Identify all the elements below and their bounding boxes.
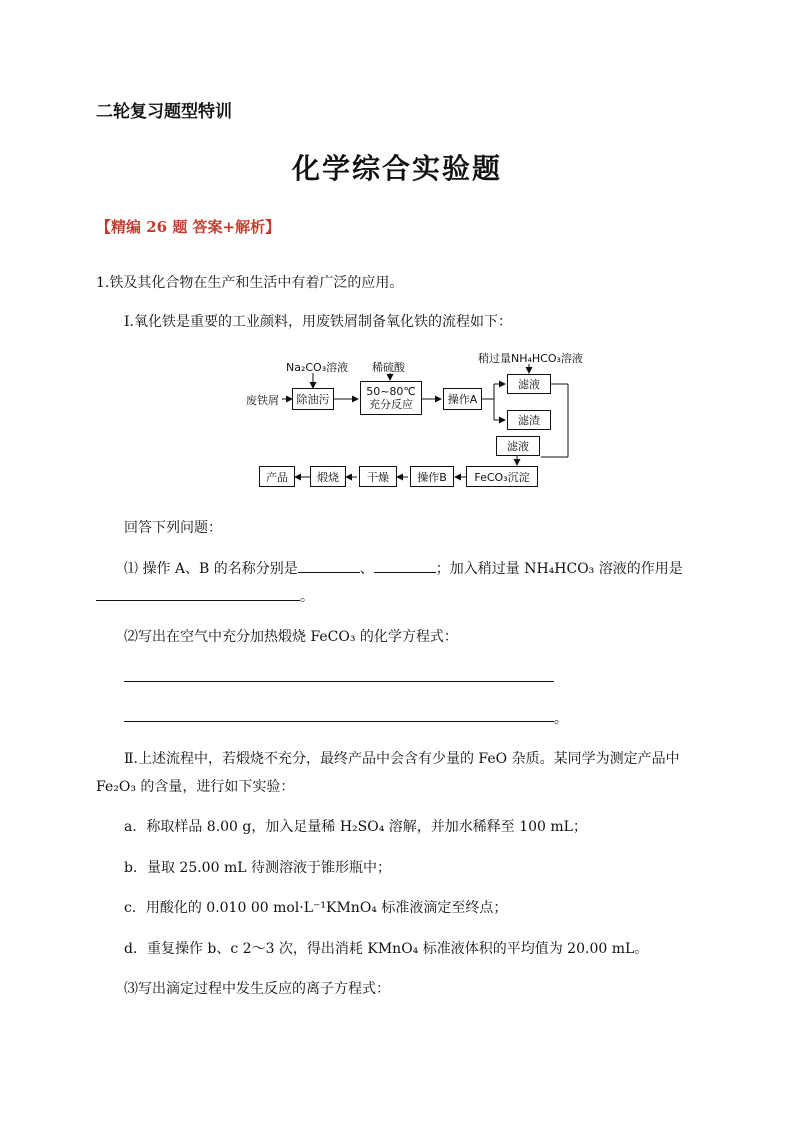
question-intro: 1.铁及其化合物在生产和生活中有着广泛的应用。: [96, 275, 404, 291]
page-title: 化学综合实验题: [291, 152, 502, 185]
step-a: a．称取样品 8.00 g，加入足量稀 H₂SO₄ 溶解，并加水稀释至 100 mL；: [124, 819, 587, 835]
q1-text-b: ；加入稍过量 NH₄HCO₃ 溶液的作用是: [435, 561, 683, 577]
answer-line-equation-2[interactable]: [124, 721, 554, 722]
answer-line-equation-1[interactable]: [124, 681, 554, 682]
part2-line-1: Ⅱ.上述流程中，若煅烧不充分，最终产品中会含有少量的 FeO 杂质。某同学为测定产品中: [124, 751, 680, 767]
question-count-tag: 【精编 26 题 答案+解析】: [96, 218, 281, 236]
flow-box-operation-a: 操作A: [443, 388, 482, 410]
q1-separator: 、: [359, 561, 374, 577]
flow-box-filtrate-2: 滤液: [496, 436, 540, 456]
flow-reagent-na2co3: Na₂CO₃溶液: [286, 361, 349, 374]
question-1-line-2: [96, 586, 314, 606]
part2-line-2: Fe₂O₃ 的含量，进行如下实验：: [96, 779, 295, 795]
flow-box-filtrate-1: 滤液: [507, 374, 551, 394]
series-title: 二轮复习题型特训: [96, 102, 232, 122]
flow-box-reaction: [360, 381, 422, 415]
answer-blank-op-b[interactable]: [374, 558, 436, 573]
answer-blank-nh4hco3-role[interactable]: [96, 586, 300, 601]
q2-end: 。: [554, 711, 568, 727]
question-3-text: ⑶写出滴定过程中发生反应的离子方程式：: [124, 981, 390, 997]
question-1-line: [124, 558, 683, 578]
reaction-condition: 充分反应: [369, 398, 413, 411]
flow-reagent-h2so4: 稀硫酸: [372, 361, 405, 374]
step-d: d．重复操作 b、c 2～3 次，得出消耗 KMnO₄ 标准液体积的平均值为 20.00 mL。: [124, 941, 649, 957]
flow-box-degrease: 除油污: [292, 388, 334, 410]
flow-reagent-nh4hco3: 稍过量NH₄HCO₃溶液: [478, 352, 583, 365]
flow-box-feco3: FeCO₃沉淀: [466, 466, 538, 487]
step-b: b．量取 25.00 mL 待测溶液于锥形瓶中；: [124, 860, 391, 876]
part1-intro: Ⅰ.氧化铁是重要的工业颜料，用废铁屑制备氧化铁的流程如下：: [124, 314, 512, 330]
flow-box-residue: 滤渣: [507, 410, 551, 430]
step-c: c．用酸化的 0.010 00 mol·L⁻¹KMnO₄ 标准液滴定至终点；: [124, 900, 508, 916]
flow-input-label: 废铁屑: [246, 394, 279, 407]
flow-box-dry: 干燥: [359, 466, 397, 487]
answer-prompt: 回答下列问题：: [124, 520, 222, 536]
q1-text-a: ⑴ 操作 A、B 的名称分别是: [124, 561, 298, 577]
flow-box-calcine: 煅烧: [310, 466, 346, 487]
answer-blank-op-a[interactable]: [298, 558, 360, 573]
flow-box-operation-b: 操作B: [410, 466, 454, 487]
flow-arrows: [0, 0, 794, 500]
reaction-temp: 50~80℃: [366, 385, 416, 398]
flow-box-product: 产品: [259, 466, 295, 487]
q1-end: 。: [300, 589, 314, 605]
question-2-text: ⑵写出在空气中充分加热煅烧 FeCO₃ 的化学方程式：: [124, 629, 458, 645]
